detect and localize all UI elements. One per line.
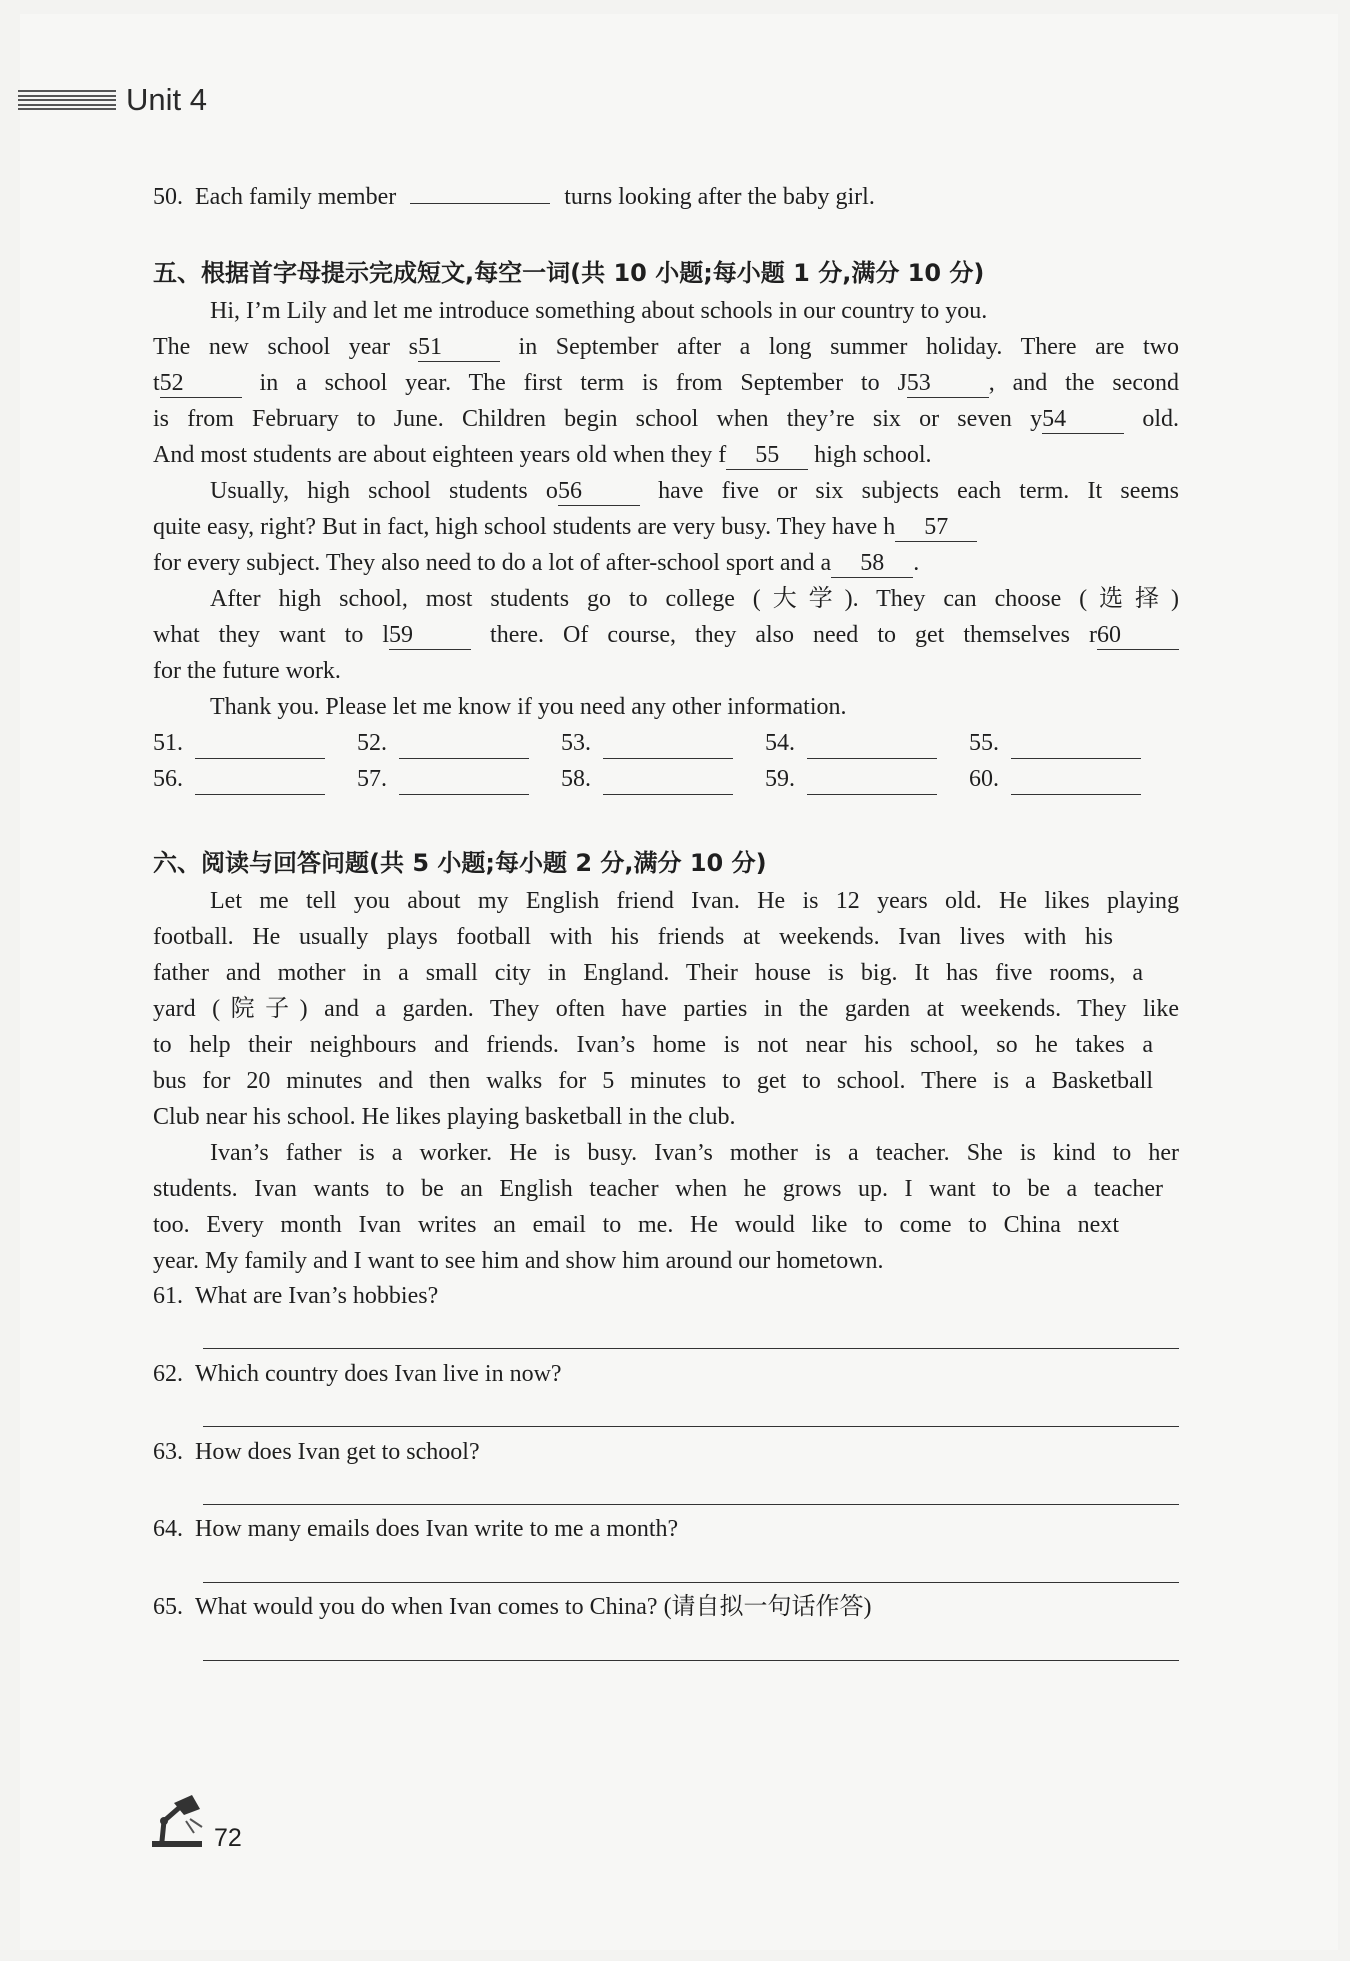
- question-50: 50. Each family member turns looking after the baby girl.: [153, 184, 875, 210]
- answer-blank-60[interactable]: 60: [1097, 621, 1179, 650]
- s6-line: father and mother in a small city in England. Their house is big. It has five rooms, a: [153, 960, 1143, 986]
- s5-line: quite easy, right? But in fact, high school students are very busy. They have h 57: [153, 509, 977, 545]
- s6-line: to help their neighbours and friends. Ivan’s home is not near his school, so he takes a: [153, 1032, 1153, 1058]
- page-number: 72: [214, 1824, 242, 1852]
- s5-line: Hi, I’m Lily and let me introduce something about schools in our country to you.: [210, 298, 988, 324]
- answer-blank-56[interactable]: 56: [558, 477, 640, 506]
- answer-blank-58[interactable]: 58: [831, 549, 913, 578]
- answer-blank-52[interactable]: 52: [160, 369, 242, 398]
- answer-blank-55[interactable]: 55: [726, 441, 808, 470]
- question-62: 62. Which country does Ivan live in now?: [153, 1361, 562, 1387]
- answer-row-1: [153, 730, 1173, 759]
- s6-line: yard (院子) and a garden. They often have parties in the garden at weekends. They like: [153, 996, 1179, 1022]
- question-63: 63. How does Ivan get to school?: [153, 1439, 480, 1465]
- answer-blank-50[interactable]: [410, 203, 550, 204]
- answer-slot[interactable]: 52.: [357, 730, 561, 759]
- answer-row-2: [153, 766, 1173, 795]
- s5-line: Usually, high school students o56 have five or six subjects each term. It seems: [210, 478, 1180, 504]
- answer-blank-57[interactable]: 57: [895, 513, 977, 542]
- s5-line: And most students are about eighteen years old when they f 55 high school.: [153, 442, 932, 468]
- s5-line: is from February to June. Children begin school when they’re six or seven y54 old.: [153, 406, 1179, 432]
- s5-line: Thank you. Please let me know if you need any other information.: [210, 694, 847, 720]
- header-stripes-icon: [18, 90, 116, 110]
- question-64: 64. How many emails does Ivan write to me a month?: [153, 1516, 679, 1542]
- s6-line: students. Ivan wants to be an English teacher when he grows up. I want to be a teacher: [153, 1176, 1163, 1202]
- s5-line: for the future work.: [153, 658, 341, 684]
- answer-slot[interactable]: 57.: [357, 766, 561, 795]
- answer-blank-54[interactable]: 54: [1042, 405, 1124, 434]
- answer-line-62[interactable]: [203, 1426, 1179, 1427]
- desk-lamp-icon: [150, 1793, 206, 1849]
- answer-line-64[interactable]: [203, 1582, 1179, 1583]
- answer-slot[interactable]: 56.: [153, 766, 357, 795]
- answer-slot[interactable]: 54.: [765, 730, 969, 759]
- answer-blank-53[interactable]: 53: [907, 369, 989, 398]
- s6-line: Let me tell you about my English friend Ivan. He is 12 years old. He likes playing: [210, 888, 1179, 914]
- answer-slot[interactable]: 60.: [969, 766, 1173, 795]
- question-65: 65. What would you do when Ivan comes to China? (请自拟一句话作答): [153, 1594, 872, 1620]
- s5-line: for every subject. They also need to do a lot of after-school sport and a 58 .: [153, 550, 920, 576]
- unit-title: Unit 4: [126, 82, 207, 117]
- section-5-title: 五、根据首字母提示完成短文,每空一词(共 10 小题;每小题 1 分,满分 10 分): [153, 259, 985, 287]
- unit-header: [18, 80, 207, 120]
- page-footer: [150, 1793, 242, 1852]
- answer-line-63[interactable]: [203, 1504, 1179, 1505]
- s6-line: Ivan’s father is a worker. He is busy. Ivan’s mother is a teacher. She is kind to her: [210, 1140, 1179, 1166]
- answer-slot[interactable]: 51.: [153, 730, 357, 759]
- question-61: 61. What are Ivan’s hobbies?: [153, 1283, 439, 1309]
- answer-blank-51[interactable]: 51: [418, 333, 500, 362]
- s5-line: t52 in a school year. The first term is from September to J53 , and the second: [153, 370, 1179, 396]
- section-6-title: 六、阅读与回答问题(共 5 小题;每小题 2 分,满分 10 分): [153, 849, 767, 877]
- s6-line: bus for 20 minutes and then walks for 5 minutes to get to school. There is a Basketball: [153, 1068, 1153, 1094]
- s5-line: what they want to l59 there. Of course, they also need to get themselves r60: [153, 617, 1179, 653]
- answer-slot[interactable]: 58.: [561, 766, 765, 795]
- s6-line: year. My family and I want to see him and show him around our hometown.: [153, 1248, 884, 1274]
- s6-line: football. He usually plays football with his friends at weekends. Ivan lives with his: [153, 924, 1113, 950]
- s5-line: The new school year s51 in September after a long summer holiday. There are two: [153, 334, 1179, 360]
- answer-line-61[interactable]: [203, 1348, 1179, 1349]
- s6-line: Club near his school. He likes playing basketball in the club.: [153, 1104, 736, 1130]
- answer-slot[interactable]: 59.: [765, 766, 969, 795]
- s5-line: After high school, most students go to college (大学). They can choose (选择): [210, 586, 1179, 612]
- s6-line: too. Every month Ivan writes an email to me. He would like to come to China next: [153, 1212, 1119, 1238]
- answer-slot[interactable]: 53.: [561, 730, 765, 759]
- answer-slot[interactable]: 55.: [969, 730, 1173, 759]
- answer-blank-59[interactable]: 59: [389, 621, 471, 650]
- answer-line-65[interactable]: [203, 1660, 1179, 1661]
